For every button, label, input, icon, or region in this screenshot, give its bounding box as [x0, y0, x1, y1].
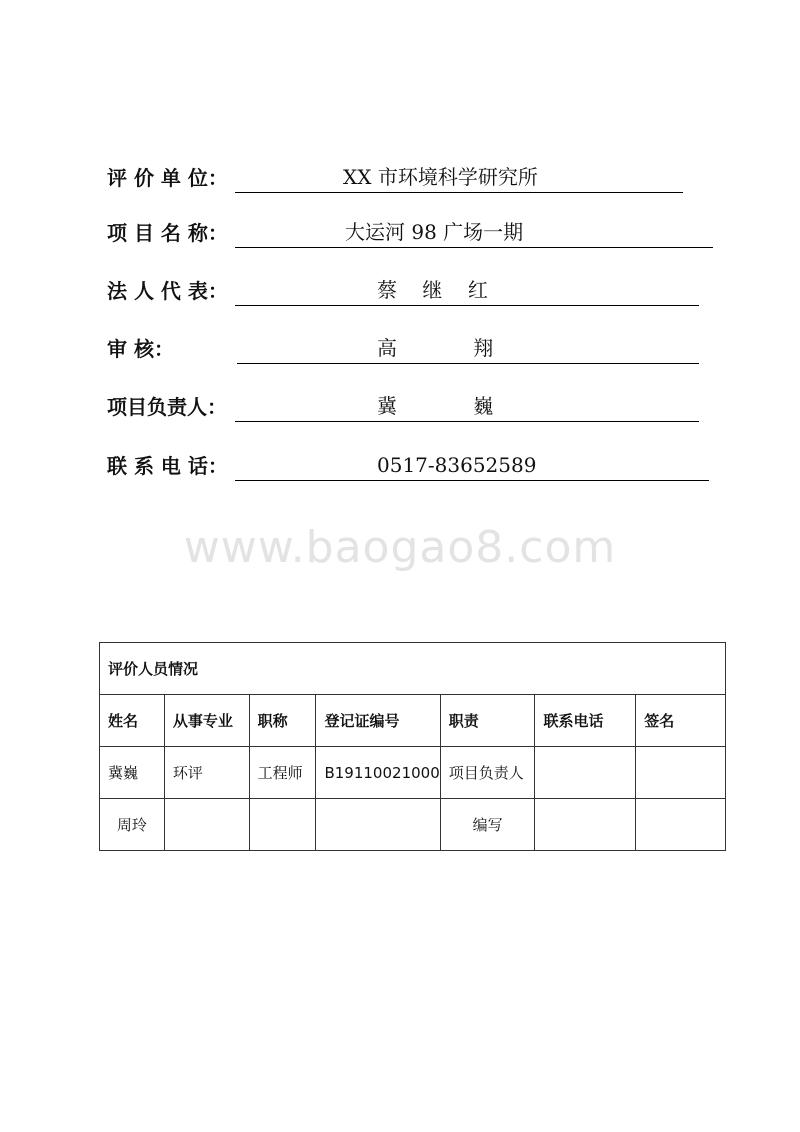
- table-cell: 项目负责人: [440, 747, 535, 799]
- table-cell: [316, 799, 440, 851]
- field-label: 法 人 代 表：: [107, 279, 228, 303]
- underline: [235, 192, 683, 193]
- table-header-row: [100, 695, 726, 747]
- field-label: 项目负责人：: [107, 395, 227, 419]
- table-cell: [249, 799, 316, 851]
- field-value: 大运河 98 广场一期: [345, 220, 524, 244]
- table-row: [100, 799, 726, 851]
- field-label: 审 核：: [107, 337, 174, 361]
- field-value: 高 翔: [377, 336, 494, 360]
- column-header: 签名: [636, 695, 726, 747]
- field-label: 联 系 电 话：: [107, 454, 228, 478]
- underline: [235, 421, 699, 422]
- column-header: 登记证编号: [316, 695, 440, 747]
- underline: [237, 363, 699, 364]
- field-value: 蔡 继 红: [377, 278, 488, 302]
- table-cell: [535, 799, 636, 851]
- field-value: 冀 巍: [377, 394, 494, 418]
- table-cell: [636, 747, 726, 799]
- table-cell: [164, 799, 249, 851]
- column-header: 职责: [440, 695, 535, 747]
- field-label: 项 目 名 称：: [107, 221, 228, 245]
- column-header: 联系电话: [535, 695, 636, 747]
- table-title: 评价人员情况: [100, 643, 726, 695]
- field-value: XX 市环境科学研究所: [343, 165, 538, 189]
- underline: [235, 305, 699, 306]
- column-header: 职称: [249, 695, 316, 747]
- table-title-row: [100, 643, 726, 695]
- column-header: 从事专业: [164, 695, 249, 747]
- table-cell: 环评: [164, 747, 249, 799]
- table-row: [100, 747, 726, 799]
- underline: [235, 247, 713, 248]
- table-cell: B19110021000: [316, 747, 440, 799]
- table-cell: 编写: [440, 799, 535, 851]
- staff-table: [99, 642, 726, 851]
- watermark: www.baogao8.com: [183, 522, 617, 573]
- table-cell: 周玲: [100, 799, 165, 851]
- field-value: 0517-83652589: [377, 453, 537, 477]
- table-cell: [535, 747, 636, 799]
- table-cell: 工程师: [249, 747, 316, 799]
- table-cell: 冀巍: [100, 747, 165, 799]
- field-label: 评 价 单 位：: [107, 166, 228, 190]
- column-header: 姓名: [100, 695, 165, 747]
- underline: [235, 480, 709, 481]
- table-cell: [636, 799, 726, 851]
